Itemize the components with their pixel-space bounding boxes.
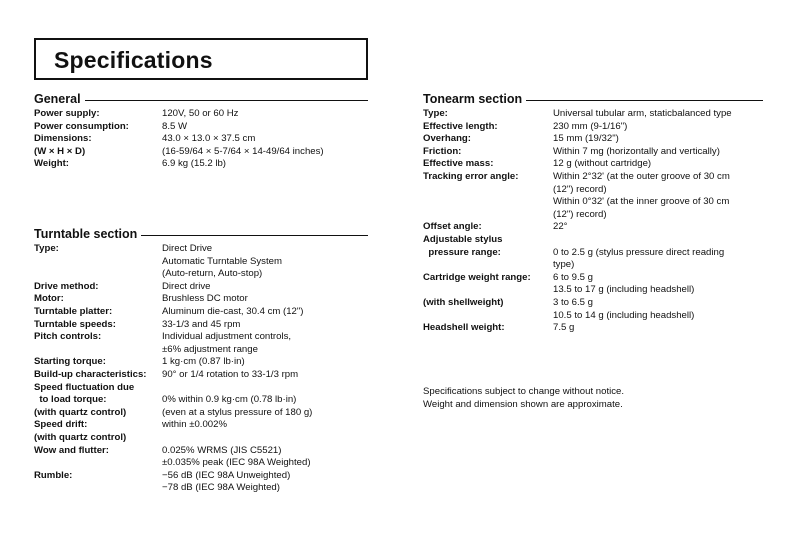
spec-value bbox=[553, 133, 763, 146]
spec-value bbox=[162, 306, 368, 319]
spec-row bbox=[34, 445, 368, 470]
spec-value-line: Within 2°32' (at the outer groove of 30 cm bbox=[553, 170, 730, 182]
spec-label: Power supply: bbox=[34, 108, 100, 119]
page-title: Specifications bbox=[54, 47, 213, 73]
spec-label: Effective mass: bbox=[423, 158, 494, 170]
spec-label: Weight: bbox=[34, 158, 69, 170]
spec-value-line: Within 7 mg (horizontally and vertically) bbox=[553, 145, 720, 157]
spec-row bbox=[34, 331, 368, 356]
note-line: Specifications subject to change without notice. bbox=[423, 386, 625, 397]
spec-row bbox=[423, 146, 763, 159]
spec-value-line: Universal tubular arm, staticbalanced type bbox=[553, 108, 732, 119]
spec-value-line: 15 mm (19/32") bbox=[553, 133, 619, 145]
spec-value bbox=[553, 272, 763, 297]
spec-value bbox=[162, 108, 368, 121]
section-title: General bbox=[34, 92, 85, 107]
spec-value-line: 3 to 6.5 g bbox=[553, 296, 594, 308]
section-header bbox=[423, 92, 763, 108]
spec-value-line: type) bbox=[553, 259, 575, 271]
spec-row bbox=[34, 306, 368, 319]
spec-row bbox=[34, 293, 368, 306]
spec-value-line: −78 dB (IEC 98A Weighted) bbox=[162, 482, 280, 494]
spec-value bbox=[553, 171, 763, 221]
spec-row bbox=[34, 146, 368, 159]
section-title: Turntable section bbox=[34, 227, 141, 242]
spec-value bbox=[162, 293, 368, 306]
spec-value bbox=[553, 146, 763, 159]
spec-row bbox=[34, 432, 368, 445]
spec-label: Type: bbox=[423, 108, 448, 119]
spec-value bbox=[162, 243, 368, 281]
tonearm-section bbox=[423, 92, 763, 335]
spec-value-line: (12") record) bbox=[553, 208, 607, 220]
spec-value-line: 10.5 to 14 g (including headshell) bbox=[553, 309, 695, 321]
spec-value-line: Within 0°32' (at the inner groove of 30 cm bbox=[553, 196, 730, 208]
spec-label: Motor: bbox=[34, 293, 64, 305]
spec-value bbox=[162, 432, 368, 445]
spec-label: Cartridge weight range: bbox=[423, 271, 531, 283]
spec-row bbox=[34, 394, 368, 407]
spec-value bbox=[553, 247, 763, 272]
spec-row bbox=[34, 419, 368, 432]
spec-row bbox=[34, 121, 368, 134]
spec-label: Power consumption: bbox=[34, 120, 129, 132]
spec-value-line: Aluminum die-cast, 30.4 cm (12") bbox=[162, 305, 304, 317]
spec-value-line: (Auto-return, Auto-stop) bbox=[162, 268, 263, 280]
spec-row bbox=[34, 470, 368, 495]
spec-label: Type: bbox=[34, 243, 59, 254]
spec-row bbox=[423, 133, 763, 146]
spec-value-line: 43.0 × 13.0 × 37.5 cm bbox=[162, 133, 256, 145]
spec-value bbox=[553, 234, 763, 247]
spec-value bbox=[162, 121, 368, 134]
spec-label: Overhang: bbox=[423, 133, 471, 145]
spec-value-line: (even at a stylus pressure of 180 g) bbox=[162, 406, 313, 418]
spec-label: Headshell weight: bbox=[423, 322, 505, 334]
spec-label: pressure range: bbox=[423, 246, 501, 258]
spec-value-line: Automatic Turntable System bbox=[162, 255, 282, 267]
spec-value bbox=[162, 158, 368, 171]
spec-row bbox=[34, 281, 368, 294]
spec-row bbox=[423, 322, 763, 335]
spec-label: Speed fluctuation due bbox=[34, 381, 135, 393]
spec-value-line: 230 mm (9-1/16") bbox=[553, 120, 628, 132]
spec-value bbox=[553, 108, 763, 121]
spec-row bbox=[34, 158, 368, 171]
spec-value-line: within ±0.002% bbox=[162, 419, 227, 431]
spec-label: Offset angle: bbox=[423, 221, 482, 233]
spec-label: Turntable platter: bbox=[34, 305, 113, 317]
spec-label: Turntable speeds: bbox=[34, 318, 116, 330]
spec-value-line: Individual adjustment controls, bbox=[162, 331, 292, 343]
turntable-section bbox=[34, 227, 368, 495]
spec-row bbox=[34, 133, 368, 146]
spec-label: Tracking error angle: bbox=[423, 170, 519, 182]
spec-label: to load torque: bbox=[34, 394, 107, 406]
spec-value-line: 12 g (without cartridge) bbox=[553, 158, 652, 170]
spec-value-line: −56 dB (IEC 98A Unweighted) bbox=[162, 469, 291, 481]
spec-label: Rumble: bbox=[34, 469, 73, 481]
spec-value bbox=[553, 297, 763, 322]
spec-row bbox=[423, 247, 763, 272]
general-section bbox=[34, 92, 368, 171]
spec-label: Speed drift: bbox=[34, 419, 88, 431]
spec-label: (with quartz control) bbox=[34, 406, 127, 418]
spec-value bbox=[162, 407, 368, 420]
title-box bbox=[34, 38, 368, 80]
spec-value-line: 22° bbox=[553, 221, 568, 233]
spec-row bbox=[423, 158, 763, 171]
spec-value bbox=[162, 419, 368, 432]
spec-row bbox=[423, 171, 763, 221]
spec-label: Wow and flutter: bbox=[34, 444, 109, 456]
spec-value bbox=[162, 445, 368, 470]
spec-value-line: ±0.035% peak (IEC 98A Weighted) bbox=[162, 457, 311, 469]
spec-value-line: 8.5 W bbox=[162, 120, 188, 132]
spec-row bbox=[423, 221, 763, 234]
spec-label: Dimensions: bbox=[34, 133, 92, 145]
spec-value-line: ±6% adjustment range bbox=[162, 343, 258, 355]
spec-label: Friction: bbox=[423, 145, 462, 157]
spec-value bbox=[162, 281, 368, 294]
spec-value-line: Brushless DC motor bbox=[162, 293, 248, 305]
spec-label: Pitch controls: bbox=[34, 331, 102, 343]
spec-value bbox=[162, 146, 368, 159]
spec-row bbox=[34, 243, 368, 281]
spec-value bbox=[553, 221, 763, 234]
spec-row bbox=[34, 369, 368, 382]
spec-value-line: 6.9 kg (15.2 lb) bbox=[162, 158, 226, 170]
spec-value-line: 90° or 1/4 rotation to 33-1/3 rpm bbox=[162, 368, 299, 380]
spec-value-line: 0 to 2.5 g (stylus pressure direct reading bbox=[553, 246, 725, 258]
spec-label: (with quartz control) bbox=[34, 431, 127, 443]
section-header bbox=[34, 92, 368, 108]
spec-value bbox=[553, 158, 763, 171]
spec-value-line: 7.5 g bbox=[553, 322, 575, 334]
spec-value-line: 120V, 50 or 60 Hz bbox=[162, 108, 239, 119]
note-line: Weight and dimension shown are approximate. bbox=[423, 399, 623, 410]
spec-value-line: (12") record) bbox=[553, 183, 607, 195]
spec-value bbox=[162, 470, 368, 495]
spec-value-line: Direct Drive bbox=[162, 243, 213, 254]
spec-value bbox=[553, 121, 763, 134]
spec-value-line: 0% within 0.9 kg·cm (0.78 lb·in) bbox=[162, 394, 297, 406]
spec-row bbox=[34, 407, 368, 420]
spec-label: Drive method: bbox=[34, 280, 99, 292]
spec-value bbox=[162, 331, 368, 356]
spec-row bbox=[34, 108, 368, 121]
notes-block bbox=[423, 385, 624, 411]
spec-label: Adjustable stylus bbox=[423, 233, 503, 245]
spec-label: (W × H × D) bbox=[34, 145, 86, 157]
spec-row bbox=[423, 121, 763, 134]
spec-row bbox=[423, 297, 763, 322]
spec-label: Starting torque: bbox=[34, 356, 106, 368]
spec-row bbox=[423, 108, 763, 121]
spec-label: Build-up characteristics: bbox=[34, 368, 147, 380]
spec-value bbox=[162, 319, 368, 332]
spec-value-line: 6 to 9.5 g bbox=[553, 271, 594, 283]
spec-row bbox=[423, 234, 763, 247]
spec-value-line: 1 kg·cm (0.87 lb·in) bbox=[162, 356, 245, 368]
spec-value-line: Direct drive bbox=[162, 280, 211, 292]
spec-row bbox=[34, 356, 368, 369]
spec-row bbox=[423, 272, 763, 297]
spec-value bbox=[162, 369, 368, 382]
spec-value bbox=[162, 133, 368, 146]
spec-label: Effective length: bbox=[423, 120, 498, 132]
spec-row bbox=[34, 319, 368, 332]
spec-value-line: 13.5 to 17 g (including headshell) bbox=[553, 284, 695, 296]
spec-value bbox=[162, 394, 368, 407]
section-header bbox=[34, 227, 368, 243]
spec-value bbox=[553, 322, 763, 335]
spec-row bbox=[34, 382, 368, 395]
spec-value-line: 0.025% WRMS (JIS C5521) bbox=[162, 444, 282, 456]
spec-value-line: 33-1/3 and 45 rpm bbox=[162, 318, 241, 330]
spec-value bbox=[162, 356, 368, 369]
spec-value bbox=[162, 382, 368, 395]
section-title: Tonearm section bbox=[423, 92, 526, 107]
spec-value-line: (16-59/64 × 5-7/64 × 14-49/64 inches) bbox=[162, 145, 324, 157]
spec-label: (with shellweight) bbox=[423, 296, 504, 308]
